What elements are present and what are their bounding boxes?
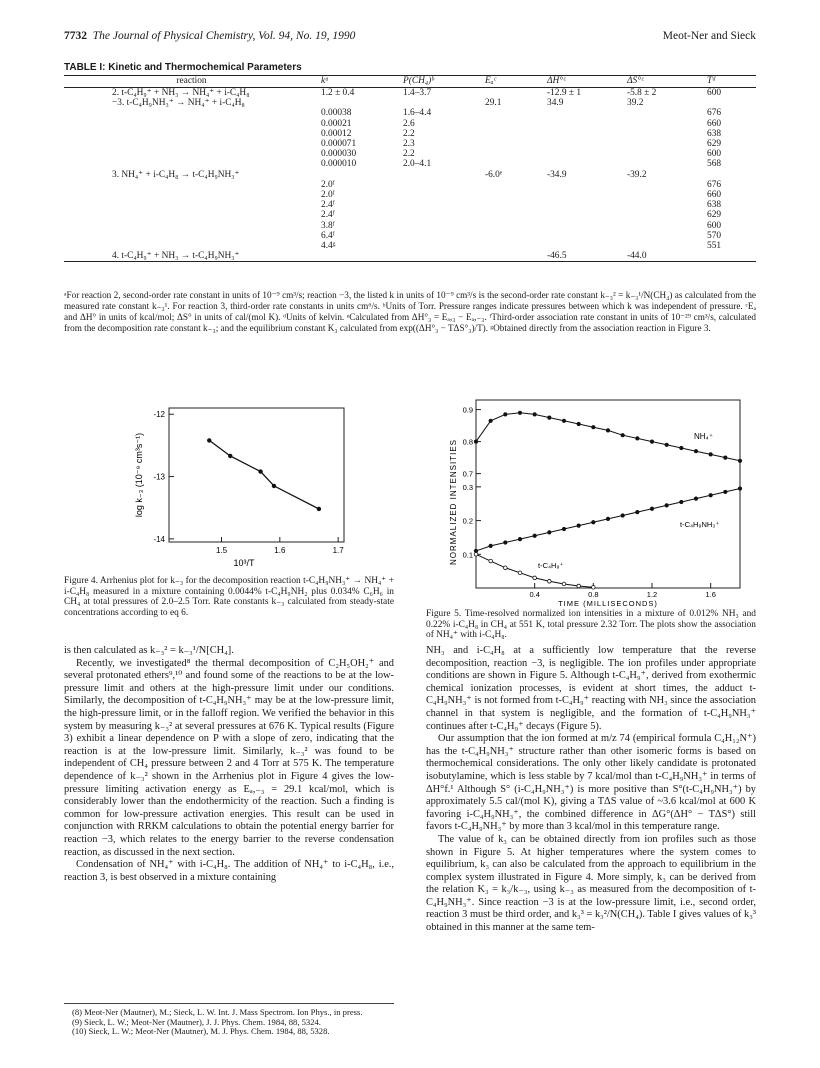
- table-cell: 600: [707, 220, 722, 231]
- fig5-legend-nh4: NH₄⁺: [694, 432, 714, 441]
- body-paragraph: is then calculated as k₋₃² = k₋₃¹/N[CH₄].: [64, 645, 234, 656]
- table-cell: -44.0: [625, 251, 705, 262]
- table-cell: 2.0ᶠ: [321, 179, 335, 190]
- fig4-xlabel: 10³/T: [233, 558, 255, 568]
- table-cell: [545, 119, 625, 129]
- table-cell: [64, 180, 319, 190]
- table-cell: [483, 129, 545, 139]
- table-cell: 34.9: [547, 98, 564, 109]
- fig5-point: [577, 422, 581, 426]
- fig5-point: [489, 559, 493, 563]
- table-cell: 0.000010: [321, 159, 357, 170]
- page-number: 7732: [64, 30, 87, 42]
- fig4-ytick-label: -13: [153, 472, 165, 482]
- fig5-point: [709, 452, 713, 456]
- table-row: [64, 139, 756, 149]
- table-cell: [625, 139, 705, 149]
- table-row: [64, 200, 756, 210]
- table-cell: [401, 200, 483, 210]
- table-cell: 2.0ᶠ: [321, 190, 335, 201]
- fig4-xtick-label: 1.7: [332, 546, 344, 555]
- table-cell: 2.0–4.1: [403, 159, 432, 170]
- table-cell: 2.2: [403, 128, 415, 139]
- fig5-ytick-label: 0.3: [462, 482, 473, 492]
- table-cell: [483, 251, 545, 262]
- fig4-xtick-label: 1.5: [215, 546, 228, 555]
- table-row: [64, 231, 756, 241]
- fig5-point: [738, 459, 742, 463]
- fig4-point: [317, 507, 321, 511]
- table-cell: 0.000071: [321, 139, 357, 150]
- table-cell: 29.1: [485, 98, 502, 109]
- table-cell: [545, 231, 625, 241]
- table-cell: [545, 190, 625, 200]
- fig5-series-line: [476, 554, 593, 587]
- fig5-ytick-label: 0.9: [462, 405, 473, 415]
- fig5-point: [577, 524, 581, 528]
- table-cell: [64, 119, 319, 129]
- table-cell: [483, 231, 545, 241]
- table-cell: [64, 241, 319, 251]
- table-cell: [545, 159, 625, 169]
- body-paragraph: Condensation of NH₄⁺ with i-C₄H₈. The addition of NH₄⁺ to i-C₄H₈, i.e., reaction 3, is best observed in a mixture containing: [64, 859, 394, 883]
- fig5-point: [665, 443, 669, 447]
- references: [64, 1003, 394, 1037]
- table-cell: [64, 210, 319, 220]
- table-cell: -39.2: [627, 169, 647, 180]
- fig5-ytick-label: 0.8: [462, 437, 473, 447]
- reference-item: (9) Sieck, L. W.; Meot-Ner (Mautner), J. J. Phys. Chem. 1984, 88, 5324.: [72, 1016, 321, 1027]
- fig5-ytick-label: 0.1: [462, 550, 473, 560]
- table-cell: [625, 221, 705, 231]
- table-cell: [483, 159, 545, 169]
- fig5-xtick-label: 0.8: [588, 590, 599, 599]
- table-cell: 600: [707, 149, 722, 160]
- table-row: [64, 129, 756, 139]
- fig5-point: [709, 493, 713, 497]
- figure-5: [426, 392, 756, 610]
- table-cell: [401, 231, 483, 241]
- table-cell: [64, 149, 319, 159]
- fig5-legend-tc4h9: t-C₄H₉⁺: [538, 561, 564, 570]
- fig5-point: [504, 566, 508, 570]
- fig4-frame: [169, 408, 344, 542]
- fig5-point: [621, 433, 625, 437]
- table-cell: 0.00038: [321, 108, 352, 119]
- table-cell: 6.4ᶠ: [321, 230, 335, 241]
- table-cell: [483, 149, 545, 159]
- table-row: [64, 210, 756, 220]
- table-cell: −3. t-C₄H₉NH₃⁺ → NH₄⁺ + i-C₄H₈: [112, 98, 245, 109]
- table-cell: [401, 251, 483, 262]
- table-cell: 660: [707, 190, 722, 201]
- fig5-point: [679, 446, 683, 450]
- body-paragraph: NH₃ and i-C₄H₈ at a sufficiently low temperature that the reverse decomposition, reaction −3, is negligible. The ion profiles under appropriate conditions are shown in Figure 5. Although t-C₄H₉⁺, derived from exothermic chemical ionization processes, is evident at short times, the adduct t-C₄H₉NH₃⁺ is not formed from t-C₄H₉⁺ reacting with NH₃ since the association channel in that system is negligible, and the formation of t-C₄H₉NH₃⁺ continues after t-C₄H₉⁺ decays (Figure 5).: [426, 645, 756, 732]
- table-row: [64, 251, 756, 262]
- figure-5-caption: Figure 5. Time-resolved normalized ion intensities in a mixture of 0.012% NH₃ and 0.22% i-C₄H₈ in CH₄ at 551 K, total pressure 2.32 Torr. The plots show the association of NH₄⁺ with i-C₄H₈.: [426, 609, 756, 640]
- table-cell: 551: [707, 241, 722, 252]
- table-cell: 2.4ᶠ: [321, 210, 335, 221]
- fig5-xtick-label: 1.6: [705, 590, 716, 599]
- table-cell: [545, 210, 625, 220]
- table-cell: [545, 129, 625, 139]
- table-cell: 4. t-C₄H₉⁺ + NH₃ → t-C₄H₉NH₃⁺: [64, 251, 319, 262]
- fig5-point: [474, 552, 478, 556]
- table-row: [64, 241, 756, 251]
- table-cell: [625, 119, 705, 129]
- table-cell: 629: [707, 139, 722, 150]
- arrhenius-plot: [64, 400, 394, 570]
- table-cell: [64, 190, 319, 200]
- fig4-ytick-label: -14: [153, 534, 165, 544]
- table-footnotes: ᵃFor reaction 2, second-order rate constant in units of 10⁻⁹ cm³/s; reaction −3, the listed k in units of 10⁻⁹ cm³/s is the second-order rate constant k₋₃² = k₋₃¹/N(CH₄) as calculated from the measured rate constant k₋₃¹. For reaction 3, third-order rate constants in units cm⁶/s. ᵇUnits of Torr. Pressure ranges indicate pressures between which k was independent of pressure. ᶜEₐ and ΔH° in units of kcal/mol; ΔS° in units of cal/(mol K). ᵈUnits of kelvin. ᵉCalculated from ΔH°₃ = Eₐ,₃ − Eₐ,₋₃. ᶠThird-order association rate constant in units of 10⁻²⁹ cm³/s, calculated from the decomposition rate constant k₋₃; and the equilibrium constant K₃ calculated from exp((ΔH°₃ − TΔS°₃)/T). ᵍObtained directly from the association reaction in Figure 3.: [64, 290, 756, 333]
- table-cell: -5.8 ± 2: [627, 88, 657, 98]
- table-cell: [483, 221, 545, 231]
- fig5-xtick-label: 1.2: [646, 590, 658, 599]
- table-cell: [401, 190, 483, 200]
- table-body: [64, 88, 756, 262]
- table-cell: 4.4ᵍ: [321, 241, 336, 252]
- fig5-ytick-label: 0.2: [462, 516, 473, 526]
- fig5-point: [592, 586, 596, 590]
- table-cell: [545, 139, 625, 149]
- ion-intensity-plot: [426, 392, 756, 610]
- table-cell: [483, 180, 545, 190]
- fig5-point: [547, 530, 551, 534]
- table-cell: [319, 251, 401, 262]
- table-row: [64, 159, 756, 169]
- fig5-point: [533, 576, 537, 580]
- table-cell: [625, 149, 705, 159]
- table-cell: [705, 170, 756, 180]
- table-row: [64, 170, 756, 180]
- table-cell: [319, 170, 401, 180]
- table-cell: 600: [707, 88, 722, 98]
- table-cell: [625, 159, 705, 169]
- table-cell: -6.0ᵉ: [485, 169, 503, 180]
- kinetic-table: [64, 75, 756, 262]
- fig5-point: [474, 440, 478, 444]
- table-row: [64, 98, 756, 108]
- fig4-xtick-label: 1.6: [274, 546, 286, 555]
- running-authors: Meot-Ner and Sieck: [662, 30, 756, 42]
- table-column-header: ΔS°ᶜ: [625, 76, 705, 88]
- table-cell: [483, 200, 545, 210]
- figure-4: [64, 400, 394, 570]
- fig5-point: [606, 517, 610, 521]
- table-cell: [483, 210, 545, 220]
- fig5-point: [665, 503, 669, 507]
- table-cell: 2.4ᶠ: [321, 200, 335, 211]
- table-cell: 629: [707, 210, 722, 221]
- table-cell: 3.8ᶠ: [321, 220, 335, 231]
- running-header: [64, 30, 756, 46]
- fig4-point: [272, 484, 276, 488]
- table-cell: 1.2 ± 0.4: [321, 88, 355, 98]
- table-cell: [625, 180, 705, 190]
- table-column-header: Eₐᶜ: [483, 76, 545, 88]
- body-left-column: [64, 645, 394, 884]
- fig5-frame: [476, 400, 740, 588]
- fig5-legend-tc4h9nh3: t-C₄H₉NH₃⁺: [680, 520, 720, 529]
- table-cell: -46.5: [545, 251, 625, 262]
- table-cell: [64, 129, 319, 139]
- table-row: [64, 119, 756, 129]
- fig5-point: [621, 513, 625, 517]
- reference-item: (10) Sieck, L. W.; Meot-Ner (Mautner), M. J. Phys. Chem. 1984, 88, 5328.: [72, 1026, 330, 1037]
- table-cell: 2.2: [403, 149, 415, 160]
- table-header-row: [64, 76, 756, 88]
- journal-title: The Journal of Physical Chemistry, Vol. 94, No. 19, 1990: [92, 30, 356, 42]
- table-row: [64, 221, 756, 231]
- table-row: [64, 88, 756, 99]
- table-cell: 0.000030: [321, 149, 357, 160]
- table-cell: [625, 241, 705, 251]
- body-right-column: [426, 645, 756, 935]
- table-cell: [625, 190, 705, 200]
- table-cell: [483, 88, 545, 99]
- fig4-point: [207, 438, 211, 442]
- table-cell: 1.4–3.7: [403, 88, 432, 98]
- fig5-point: [533, 412, 537, 416]
- fig5-point: [489, 544, 493, 548]
- table-column-header: reaction: [64, 76, 319, 88]
- table-cell: 3. NH₄⁺ + i-C₄H₈ → t-C₄H₉NH₃⁺: [112, 169, 240, 180]
- table-cell: [545, 221, 625, 231]
- table-cell: [545, 149, 625, 159]
- fig5-point: [591, 520, 595, 524]
- table-row: [64, 180, 756, 190]
- fig4-fit-line: [209, 440, 319, 509]
- fig5-point: [694, 449, 698, 453]
- table-column-header: P(CH₄)ᵇ: [401, 76, 483, 88]
- fig5-point: [518, 571, 522, 575]
- table-cell: 2.3: [403, 139, 415, 150]
- fig4-ytick-label: -12: [153, 410, 165, 420]
- table-cell: [625, 200, 705, 210]
- table-cell: [625, 231, 705, 241]
- fig5-point: [738, 486, 742, 490]
- fig5-point: [503, 540, 507, 544]
- fig5-ylabel: NORMALIZED INTENSITIES: [449, 438, 458, 566]
- table-cell: [64, 159, 319, 169]
- fig4-ylabel: log k₋₃ (10⁻⁹ cm³s⁻¹): [134, 432, 144, 518]
- table-cell: 0.00012: [321, 128, 352, 139]
- fig5-point: [650, 507, 654, 511]
- table-cell: [319, 98, 401, 108]
- table-cell: [64, 200, 319, 210]
- table-cell: 1.6–4.4: [403, 108, 432, 119]
- table-cell: 638: [707, 200, 722, 211]
- table-cell: [545, 108, 625, 118]
- table-row: [64, 108, 756, 118]
- table-cell: [401, 210, 483, 220]
- fig5-point: [723, 456, 727, 460]
- fig5-xtick-label: 0.4: [529, 590, 540, 599]
- table-column-header: kᵃ: [319, 76, 401, 88]
- table-cell: [401, 221, 483, 231]
- table-cell: [705, 251, 756, 262]
- fig5-point: [635, 510, 639, 514]
- table-cell: 568: [707, 159, 722, 170]
- fig5-point: [562, 527, 566, 531]
- body-paragraph: Our assumption that the ion formed at m/z 74 (empirical formula C₄H₁₂N⁺) has the t-C₄H₉NH₃⁺ structure rather than other isomeric forms is based on thermochemical considerations. The only other likely candidate is protonated isobutylamine, which is less stable by 7 kcal/mol than t-C₄H₉NH₃⁺ in terms of ΔH°f.¹ Although S° (i-C₄H₉NH₃⁺) is more positive than S°(t-C₄H₉NH₃⁺) by approximately 5.5 cal/(mol K), giving a TΔS value of ~3.6 kcal/mol at 600 K favoring i-C₄H₉NH₃⁺, the combined difference in ΔG°(ΔH° − TΔS°) still favors t-C₄H₉NH₃⁺ by more than 3 kcal/mol in this temperature range.: [426, 733, 756, 833]
- table-cell: 39.2: [627, 98, 644, 109]
- fig5-point: [679, 500, 683, 504]
- fig5-xlabel: TIME (MILLISECONDS): [558, 599, 658, 608]
- table-cell: [401, 241, 483, 251]
- fig5-point: [606, 428, 610, 432]
- table-cell: [625, 210, 705, 220]
- fig4-point: [258, 469, 262, 473]
- fig5-point: [503, 412, 507, 416]
- table-cell: [64, 231, 319, 241]
- fig5-point: [533, 534, 537, 538]
- table-cell: 638: [707, 128, 722, 139]
- fig5-point: [577, 584, 581, 588]
- table-cell: 0.00021: [321, 118, 352, 129]
- fig5-point: [518, 411, 522, 415]
- table-column-header: Tᵈ: [705, 76, 756, 88]
- table-cell: [705, 98, 756, 108]
- reference-item: (8) Meot-Ner (Mautner), M.; Sieck, L. W. Int. J. Mass Spectrom. Ion Phys., in press.: [72, 1007, 363, 1017]
- table-cell: 2.6: [403, 118, 415, 129]
- fig5-point: [547, 416, 551, 420]
- fig5-point: [518, 537, 522, 541]
- table-cell: -12.9 ± 1: [547, 88, 582, 98]
- table-row: [64, 190, 756, 200]
- table-caption: TABLE I: Kinetic and Thermochemical Parameters: [64, 62, 302, 73]
- fig5-point: [591, 425, 595, 429]
- table-cell: [483, 190, 545, 200]
- table-cell: -34.9: [547, 169, 567, 180]
- table-cell: 660: [707, 118, 722, 129]
- fig5-point: [650, 440, 654, 444]
- table-cell: [64, 139, 319, 149]
- table-cell: 676: [707, 179, 722, 190]
- table-cell: [625, 129, 705, 139]
- body-paragraph: The value of k₃ can be obtained directly from ion profiles such as those shown in Figure 5. At higher temperatures where the system comes to equilibrium, k₃ can also be calculated from the approach to equilibrium in the complex system illustrated in Figure 4. More simply, k₃ can be derived from the relation K₃ = k₃/k₋₃, using k₋₃ as measured from the decomposition of t-C₄H₉NH₃⁺. Since reaction −3 is at the low-pressure limit, i.e., second order, reaction 3 must be third order, and k₃³ = k₃²/N(CH₄). Table I gives values of k₃³ obtained in this manner at the same tem-: [426, 833, 756, 934]
- table-cell: [483, 108, 545, 118]
- figure-4-caption: Figure 4. Arrhenius plot for k₋₃ for the decomposition reaction t-C₄H₉NH₃⁺ → NH₄⁺ + i-C₄H₈ measured in a mixture containing 0.0044% t-C₄H₉NH₂ plus 0.034% C₆H₆ in CH₄ at total pressures of 2.0–2.5 Torr. Rate constants k₋₃ calculated from steady-state concentrations according to eq 6.: [64, 576, 394, 618]
- table-cell: [64, 221, 319, 231]
- fig5-point: [562, 582, 566, 586]
- fig5-point: [489, 419, 493, 423]
- fig4-point: [228, 454, 232, 458]
- fig5-point: [694, 497, 698, 501]
- fig5-point: [723, 490, 727, 494]
- table-cell: [401, 180, 483, 190]
- table-cell: 676: [707, 108, 722, 119]
- table-cell: [64, 108, 319, 118]
- fig5-point: [562, 419, 566, 423]
- table-cell: [401, 170, 483, 180]
- table-cell: [483, 241, 545, 251]
- fig5-point: [548, 579, 552, 583]
- table-cell: [545, 200, 625, 210]
- body-paragraph: Recently, we investigated⁸ the thermal decomposition of C₂H₅OH₂⁺ and several protonated ethers⁹,¹⁰ and found some of the reactions to be at the low-pressure limit and others at the high-pressure limit under our conditions. Similarly, the decomposition of t-C₄H₉NH₃⁺ may be at the low-pressure limit, the high-pressure limit, or in the falloff region. We verified the behavior in this system by measuring k₋₃² at several pressures at 676 K. Typical results (Figure 3) exhibit a linear dependence on P with a slope of zero, indicating that the reaction is at the low-pressure limit. Similarly, k₋₃² was found to be independent of CH₄ pressure between 2 and 4 Torr at 575 K. The temperature dependence of k₋₃² shown in the Arrhenius plot in Figure 4 gives the low-pressure limiting activation energy as Eₐ,₋₃ = 29.1 kcal/mol, which is considerably lower than the endothermicity of the reaction. Such a finding is common for low-pressure activation energies. This result can be used in conjunction with RRKM calculations to obtain the potential energy barrier for reaction −3, which relates to the energy barrier to the reverse condensation reaction, as discussed in the next section.: [64, 657, 394, 858]
- table-column-header: ΔH°ᶜ: [545, 76, 625, 88]
- table-cell: [545, 180, 625, 190]
- table-cell: [483, 139, 545, 149]
- fig5-ytick-label: 0.7: [462, 469, 473, 479]
- table-cell: [625, 108, 705, 118]
- table-cell: [401, 98, 483, 108]
- fig5-point: [635, 436, 639, 440]
- table-cell: [545, 241, 625, 251]
- table-row: [64, 149, 756, 159]
- table-cell: 570: [707, 230, 722, 241]
- table-cell: [483, 119, 545, 129]
- table-cell: 2. t-C₄H₉⁺ + NH₃ → NH₄⁺ + i-C₄H₈: [112, 88, 250, 98]
